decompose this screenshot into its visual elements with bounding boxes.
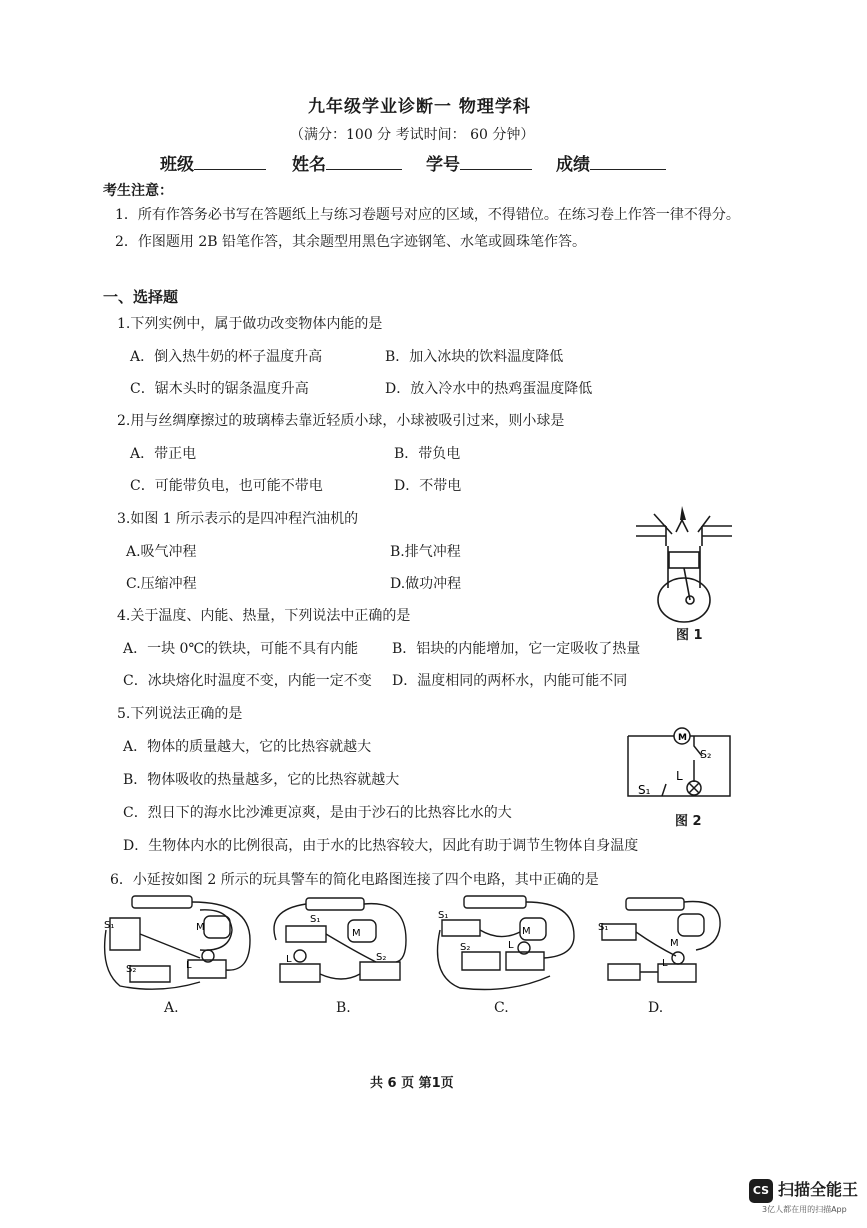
- circuit-option-a-drawing: [100, 890, 260, 996]
- id-label: 学号: [426, 155, 460, 175]
- circuit-d-s1-label: S₁: [598, 922, 609, 933]
- circuit-a-motor-label: M: [196, 922, 205, 933]
- question-5-option-c: C．烈日下的海水比沙滩更凉爽，是由于沙石的比热容比水的大: [123, 805, 512, 821]
- circuit-b-s2-label: S₂: [376, 952, 387, 963]
- circuit-a-lamp-label: L: [186, 960, 192, 971]
- question-5-option-b: B．物体吸收的热量越多，它的比热容就越大: [123, 772, 400, 788]
- question-3-option-d: D.做功冲程: [390, 576, 462, 592]
- circuit-b-lamp-label: L: [286, 954, 292, 965]
- question-6-stem: 6．小延按如图 2 所示的玩具警车的简化电路图连接了四个电路，其中正确的是: [110, 872, 599, 888]
- question-2-option-d: D．不带电: [394, 478, 462, 494]
- name-label: 姓名: [292, 155, 326, 175]
- question-2-option-b: B．带负电: [394, 446, 461, 462]
- figure-1-caption: 图 1: [676, 628, 703, 643]
- circuit-c-motor-label: M: [522, 926, 531, 937]
- page-title: 九年级学业诊断一 物理学科: [308, 97, 531, 117]
- question-6-option-c: C.: [494, 1000, 509, 1016]
- notice-item-1: 1．所有作答务必书写在答题纸上与练习卷题号对应的区域，不得错位。在练习卷上作答一律不得分。: [115, 207, 740, 223]
- question-4-option-a: A．一块 0℃的铁块，可能不具有内能: [123, 641, 359, 657]
- question-1-option-a: A．倒入热牛奶的杯子温度升高: [130, 349, 323, 365]
- figure-1-engine-diagram: [632, 500, 742, 640]
- question-1-option-d: D．放入冷水中的热鸡蛋温度降低: [385, 381, 593, 397]
- question-4-stem: 4.关于温度、内能、热量，下列说法中正确的是: [117, 608, 411, 624]
- circuit-option-c-drawing: [430, 890, 580, 996]
- notice-item-2: 2．作图题用 2B 铅笔作答，其余题型用黑色字迹钢笔、水笔或圆珠笔作答。: [115, 234, 587, 250]
- question-3-option-c: C.压缩冲程: [126, 576, 197, 592]
- circuit-c-s1-label: S₁: [438, 910, 449, 921]
- name-field: [292, 150, 402, 175]
- figure-2-caption: 图 2: [675, 814, 702, 829]
- question-3-stem: 3.如图 1 所示表示的是四冲程汽油机的: [117, 511, 359, 527]
- question-3-option-a: A.吸气冲程: [126, 544, 197, 560]
- question-6-option-b: B.: [336, 1000, 351, 1016]
- scanner-logo-icon: CS: [749, 1179, 773, 1203]
- question-2-option-a: A．带正电: [130, 446, 197, 462]
- question-1-stem: 1.下列实例中，属于做功改变物体内能的是: [117, 316, 383, 332]
- question-6-option-a: A.: [164, 1000, 179, 1016]
- page-subtitle: （满分：100 分 考试时间： 60 分钟）: [290, 127, 535, 143]
- question-2-stem: 2.用与丝绸摩擦过的玻璃棒去靠近轻质小球，小球被吸引过来，则小球是: [117, 413, 565, 429]
- figure-2-circuit-schematic: [622, 722, 738, 808]
- question-1-option-c: C．锯木头时的锯条温度升高: [130, 381, 309, 397]
- question-4-option-b: B．铝块的内能增加，它一定吸收了热量: [392, 641, 641, 657]
- fig2-switch1-label: S₁: [638, 783, 651, 797]
- notice-heading: 考生注意：: [103, 183, 173, 199]
- scanner-tagline: 3亿人都在用的扫描App: [762, 1205, 847, 1214]
- question-6-option-d: D.: [648, 1000, 664, 1016]
- score-blank: [590, 155, 666, 170]
- name-blank: [326, 155, 402, 170]
- question-5-option-a: A．物体的质量越大，它的比热容就越大: [123, 739, 372, 755]
- class-blank: [194, 155, 266, 170]
- page-footer: 共 6 页 第1页: [370, 1076, 454, 1091]
- fig2-switch2-label: S₂: [700, 748, 712, 761]
- circuit-c-s2-label: S₂: [460, 942, 471, 953]
- fig2-lamp-label: L: [676, 769, 683, 783]
- circuit-d-motor-label: M: [670, 938, 679, 949]
- circuit-option-b-drawing: [266, 890, 416, 996]
- circuit-d-lamp-label: L: [662, 958, 668, 969]
- circuit-b-s1-label: S₁: [310, 914, 321, 925]
- circuit-option-d-drawing: [596, 890, 726, 996]
- section-title: 一、选择题: [103, 288, 179, 306]
- question-4-option-d: D．温度相同的两杯水，内能可能不同: [392, 673, 628, 689]
- circuit-c-lamp-label: L: [508, 940, 514, 951]
- question-5-stem: 5.下列说法正确的是: [117, 706, 243, 722]
- question-3-option-b: B.排气冲程: [390, 544, 461, 560]
- score-field: [556, 150, 666, 175]
- question-2-option-c: C．可能带负电，也可能不带电: [130, 478, 323, 494]
- circuit-a-s1-label: S₁: [104, 920, 115, 931]
- circuit-a-s2-label: S₂: [126, 964, 137, 975]
- question-4-option-c: C．冰块熔化时温度不变，内能一定不变: [123, 673, 372, 689]
- fig2-motor-label: M: [678, 733, 687, 743]
- scanner-app-name: 扫描全能王: [778, 1180, 859, 1199]
- class-field: [160, 150, 266, 175]
- question-1-option-b: B．加入冰块的饮料温度降低: [385, 349, 564, 365]
- id-field: [426, 150, 532, 175]
- id-blank: [460, 155, 532, 170]
- class-label: 班级: [160, 155, 194, 175]
- score-label: 成绩: [556, 155, 590, 175]
- question-5-option-d: D．生物体内水的比例很高，由于水的比热容较大，因此有助于调节生物体自身温度: [123, 838, 639, 854]
- circuit-b-motor-label: M: [352, 928, 361, 939]
